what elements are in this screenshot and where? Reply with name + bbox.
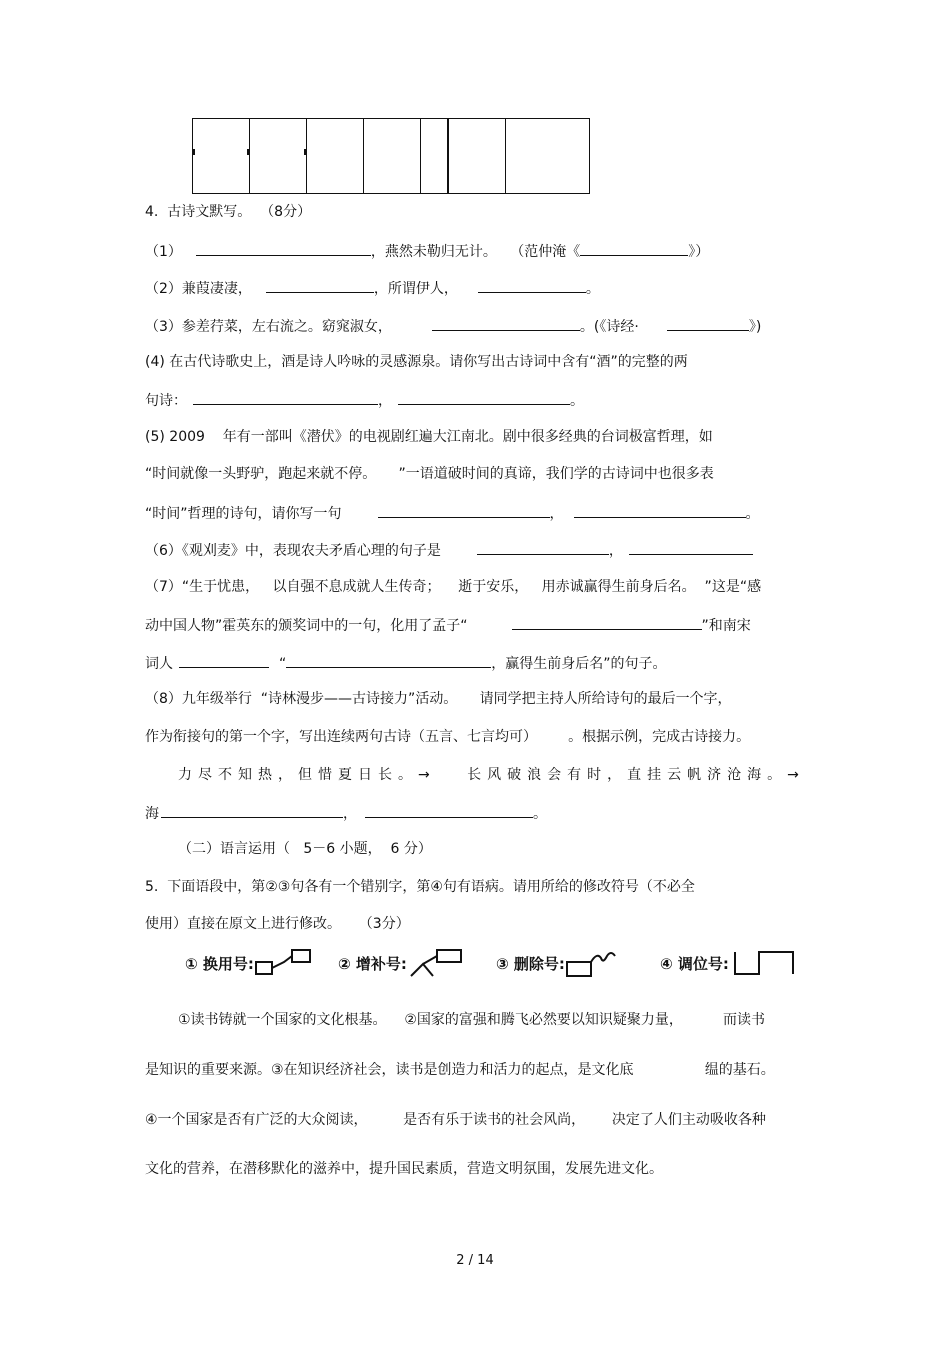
delete-symbol: ③ 删除号: xyxy=(496,948,625,978)
answer-blank[interactable] xyxy=(365,803,533,818)
swap-mark-icon xyxy=(729,948,799,978)
insert-symbol: ② 增补号: xyxy=(338,948,467,978)
q5-paragraph-line3: ④一个国家是否有广泛的大众阅读， 是否有乐于读书的社会风尚， 决定了人们主动吸收各种 xyxy=(145,1112,766,1128)
q4-item-8-example: 力尽不知热，但惜夏日长。→ 长风破浪会有时，直挂云帆济沧海。→ xyxy=(178,767,805,783)
q5-paragraph-line4: 文化的营养，在潜移默化的滋养中，提升国民素质，营造文明氛围，发展先进文化。 xyxy=(145,1161,663,1177)
q4-item-6: （6）《观刈麦》中，表现农夫矛盾心理的句子是 ， xyxy=(145,540,753,560)
answer-blank[interactable] xyxy=(161,803,343,818)
section-2-title: （二）语言运用（ 5－6 小题， 6 分） xyxy=(178,841,432,857)
q4-item-7-line1: （7）“生于忧患， 以自强不息成就人生传奇； 逝于安乐， 用赤诚赢得生前身后名。 ”这是“感 xyxy=(145,579,762,595)
page-number: 2 / 14 xyxy=(456,1253,494,1268)
answer-blank[interactable] xyxy=(477,540,609,555)
answer-blank[interactable] xyxy=(179,653,269,668)
grid-cell xyxy=(364,119,421,193)
answer-blank[interactable] xyxy=(193,390,378,405)
grid-cell xyxy=(421,119,449,193)
q4-title: 4. 古诗文默写。 （8分） xyxy=(145,204,312,220)
answer-blank[interactable] xyxy=(629,540,753,555)
answer-blank[interactable] xyxy=(580,241,688,256)
q5-line2: 使用）直接在原文上进行修改。 （3分） xyxy=(145,916,410,932)
answer-blank[interactable] xyxy=(266,278,374,293)
q4-item-8-line2: 作为衔接句的第一个字，写出连续两句古诗（五言、七言均可） 。根据示例，完成古诗接力。 xyxy=(145,729,751,745)
replace-mark-icon xyxy=(254,948,314,978)
q5-paragraph-line1: ①读书铸就一个国家的文化根基。 ②国家的富强和腾飞必然要以知识疑聚力量， 而读书 xyxy=(178,1012,765,1028)
grid-cell xyxy=(449,119,506,193)
answer-blank[interactable] xyxy=(196,241,371,256)
grid-cell xyxy=(506,119,564,193)
q4-item-4-line1: (4) 在古代诗歌史上，酒是诗人吟咏的灵感源泉。请你写出古诗词中含有“酒”的完整的两 xyxy=(145,354,688,370)
q4-item-5-line1: (5) 2009 年有一部叫《潜伏》的电视剧红遍大江南北。剧中很多经典的台词极富哲理，如 xyxy=(145,429,713,445)
q4-item-8-line4: 海 ， 。 xyxy=(145,803,547,823)
grid-cell xyxy=(193,119,250,193)
answer-blank[interactable] xyxy=(512,615,702,630)
answer-blank[interactable] xyxy=(398,390,570,405)
q4-item-1: （1） ，燕然未勒归无计。 （范仲淹《 》） xyxy=(145,241,709,261)
q4-item-5-line3: “时间”哲理的诗句，请你写一句 ， 。 xyxy=(145,503,760,523)
q5-line1: 5. 下面语段中，第②③句各有一个错别字，第④句有语病。请用所给的修改符号（不必全 xyxy=(145,879,695,895)
q4-item-7-line2: 动中国人物”霍英东的颁奖词中的一句，化用了孟子“ ”和南宋 xyxy=(145,615,751,635)
q4-item-2: （2）兼葭凄凄， ，所谓伊人， 。 xyxy=(145,278,600,298)
q4-item-7-line3: 词人 “ ，赢得生前身后名”的句子。 xyxy=(145,653,667,673)
answer-blank[interactable] xyxy=(667,316,749,331)
answer-blank[interactable] xyxy=(574,503,746,518)
q4-item-4-line2: 句诗： ， 。 xyxy=(145,390,584,410)
q4-item-8-line1: （8）九年级举行 “诗林漫步——古诗接力”活动。 请同学把主持人所给诗句的最后一个字， xyxy=(145,691,732,707)
answer-blank[interactable] xyxy=(378,503,550,518)
insert-mark-icon xyxy=(407,948,467,978)
q5-paragraph-line2: 是知识的重要来源。③在知识经济社会，读书是创造力和活力的起点，是文化底 缊的基石。 xyxy=(145,1062,775,1078)
answer-blank[interactable] xyxy=(432,316,580,331)
answer-blank[interactable] xyxy=(286,653,491,668)
answer-blank[interactable] xyxy=(478,278,586,293)
answer-grid xyxy=(192,118,590,194)
swap-symbol: ④ 调位号: xyxy=(660,948,799,978)
q4-item-5-line2: “时间就像一头野驴，跑起来就不停。 ”一语道破时间的真谛，我们学的古诗词中也很多表 xyxy=(145,466,714,482)
grid-cell xyxy=(307,119,364,193)
replace-symbol: ① 换用号: xyxy=(185,948,314,978)
grid-cell xyxy=(250,119,307,193)
q4-item-3: （3）参差荇菜，左右流之。窈窕淑女， 。(《诗经· 》) xyxy=(145,316,761,336)
delete-mark-icon xyxy=(565,948,625,978)
